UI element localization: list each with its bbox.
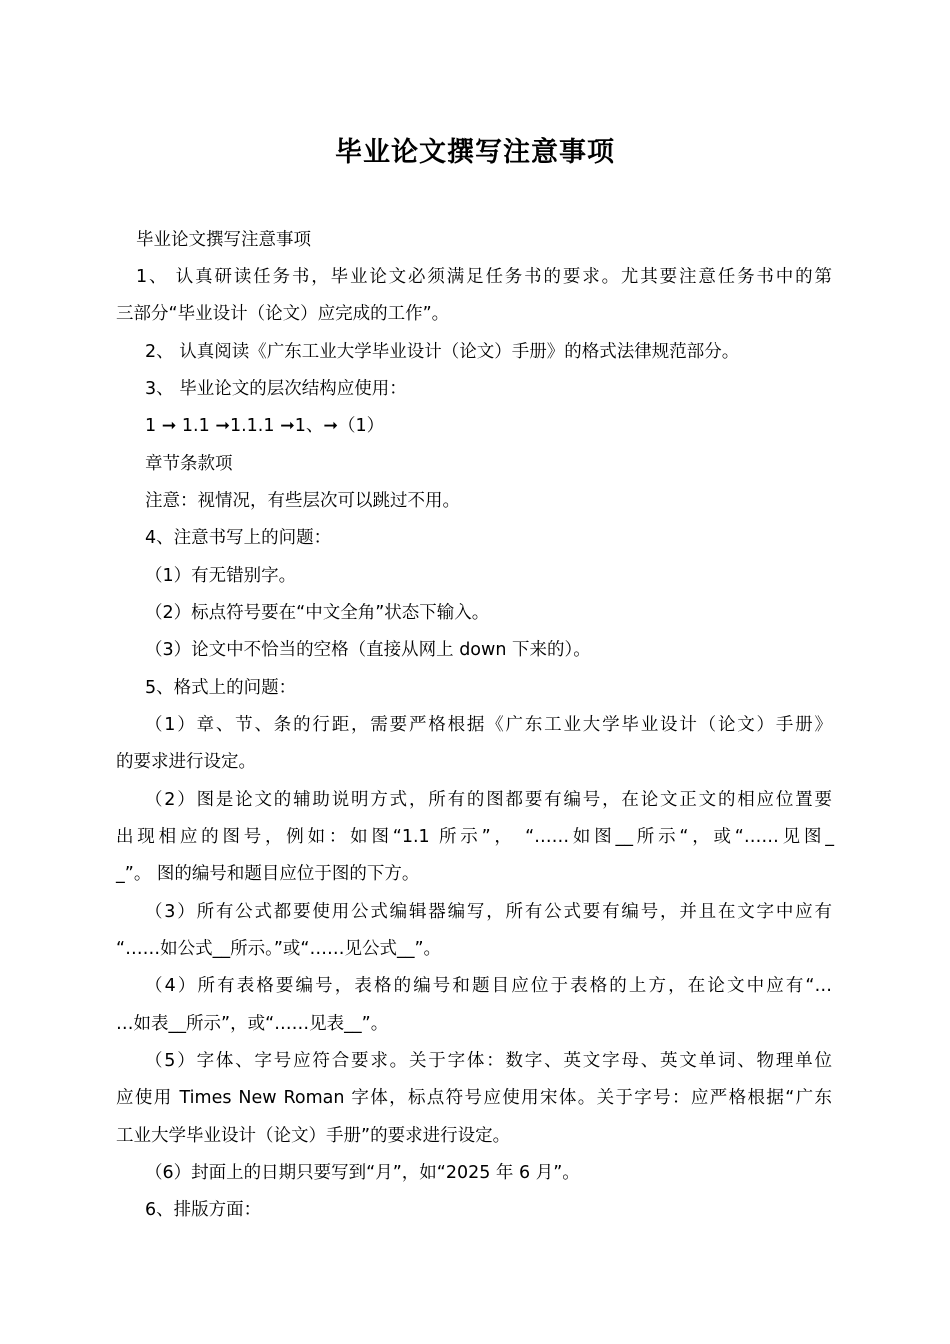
item-4-sub-1: （1）有无错别字。 [145,566,297,586]
item-1-line-1: 1、 认真研读任务书，毕业论文必须满足任务书的要求。尤其要注意任务书中的第 [136,267,832,287]
hierarchy-levels: 1 ➞ 1.1 ➞1.1.1 ➞1、➞（1） [145,416,385,436]
item-1-line-2: 三部分“毕业设计（论文）应完成的工作”。 [116,304,450,324]
item-5-sub-3-line-2: “……如公式__所示。”或“……见公式__”。 [116,939,442,959]
item-4-sub-2: （2）标点符号要在“中文全角”状态下输入。 [145,603,490,623]
item-5-sub-5-line-3: 工业大学毕业设计（论文）手册”的要求进行设定。 [116,1126,511,1146]
item-5-sub-5-line-1: （5）字体、字号应符合要求。关于字体：数字、英文字母、英文单词、物理单位 [145,1051,832,1071]
hierarchy-note: 注意：视情况，有些层次可以跳过不用。 [145,491,460,511]
item-5-sub-4-line-2: …如表__所示”，或“……见表__”。 [116,1014,389,1034]
item-5-sub-2-line-2: 出现相应的图号，例如：如图“1.1 所示”， “……如图__所示“，或“……见图_ [116,827,834,847]
item-5-sub-6: （6）封面上的日期只要写到“月”，如“2025 年 6 月”。 [145,1163,580,1183]
item-4-sub-3: （3）论文中不恰当的空格（直接从网上 down 下来的）。 [145,640,591,660]
item-4: 4、注意书写上的问题： [145,528,332,548]
item-5-sub-1-line-2: 的要求进行设定。 [116,752,256,772]
item-5-sub-5-line-2: 应使用 Times New Roman 字体，标点符号应使用宋体。关于字号：应严格根据“广东 [116,1088,832,1108]
page-title: 毕业论文撰写注意事项 [335,137,615,168]
item-5-sub-4-line-1: （4）所有表格要编号，表格的编号和题目应位于表格的上方，在论文中应有“… [145,976,832,996]
item-5-sub-1-line-1: （1）章、节、条的行距，需要严格根据《广东工业大学毕业设计（论文）手册》 [145,715,832,735]
item-5: 5、格式上的问题： [145,678,297,698]
intro-heading: 毕业论文撰写注意事项 [136,230,311,250]
item-5-sub-2-line-3: _”。 图的编号和题目应位于图的下方。 [116,864,420,884]
item-2: 2、 认真阅读《广东工业大学毕业设计（论文）手册》的格式法律规范部分。 [145,342,740,362]
hierarchy-names: 章节条款项 [145,454,233,474]
item-5-sub-2-line-1: （2）图是论文的辅助说明方式，所有的图都要有编号，在论文正文的相应位置要 [145,790,832,810]
item-5-sub-3-line-1: （3）所有公式都要使用公式编辑器编写，所有公式要有编号，并且在文字中应有 [145,902,832,922]
item-3: 3、 毕业论文的层次结构应使用： [145,379,407,399]
item-6: 6、排版方面： [145,1200,262,1220]
